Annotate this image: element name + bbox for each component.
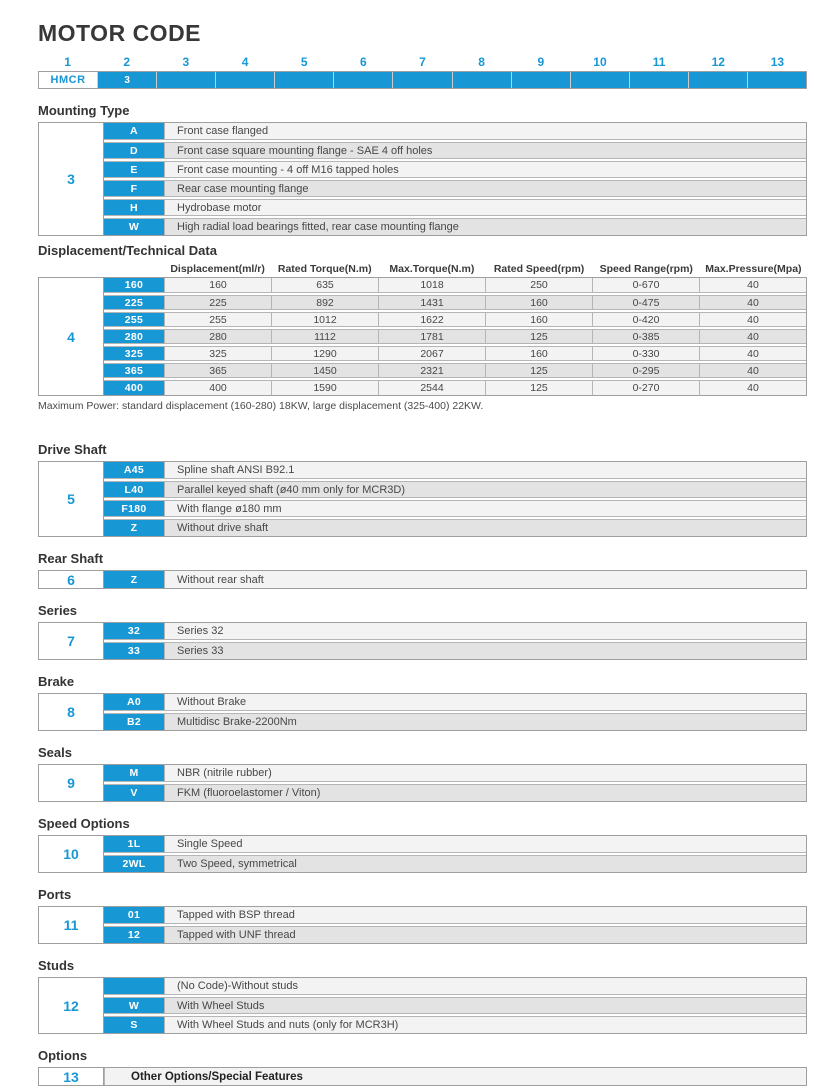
description-cell: High radial load bearings fitted, rear case mounting flange <box>164 219 806 235</box>
value-cell: 365 <box>164 364 271 377</box>
code-cell: 225 <box>104 296 164 309</box>
code-cell: D <box>104 143 164 158</box>
table-row <box>104 713 806 730</box>
table-seals <box>38 764 807 802</box>
value-cell: 0-330 <box>592 347 699 360</box>
code-cell: F180 <box>104 501 164 516</box>
table-rows <box>104 978 806 1033</box>
value-cell: 125 <box>485 364 592 377</box>
section-number: 8 <box>39 694 104 730</box>
column-header: Max.Torque(N.m) <box>389 263 475 275</box>
description-cell: Tapped with BSP thread <box>164 907 806 923</box>
code-cell: 01 <box>104 907 164 923</box>
section-ports <box>38 888 807 944</box>
code-cell: W <box>104 998 164 1013</box>
data-table-header-row <box>164 262 807 276</box>
table-row <box>104 500 806 517</box>
code-cell-9 <box>511 72 570 88</box>
table-series <box>38 622 807 660</box>
value-cell: 2067 <box>378 347 485 360</box>
value-cell: 400 <box>164 381 271 395</box>
motor-code-bar <box>38 71 807 89</box>
table-rows <box>104 836 806 872</box>
value-cell: 892 <box>271 296 378 309</box>
table-row <box>104 218 806 235</box>
description-cell: Without Brake <box>164 694 806 710</box>
table-row <box>104 907 806 924</box>
table-rows <box>104 571 806 588</box>
table-row <box>104 765 806 782</box>
table-row <box>104 312 806 327</box>
description-cell: Spline shaft ANSI B92.1 <box>164 462 806 478</box>
section-title-series: Series <box>38 603 78 618</box>
value-cell: 1012 <box>271 313 378 326</box>
table-row <box>104 694 806 711</box>
table-row <box>104 997 806 1014</box>
value-cell: 0-475 <box>592 296 699 309</box>
code-cell-11 <box>629 72 688 88</box>
code-position-label: 1 <box>64 55 71 69</box>
table-displacement <box>38 277 807 396</box>
table-ports <box>38 906 807 944</box>
value-cell: 0-385 <box>592 330 699 343</box>
section-number: 4 <box>39 278 104 395</box>
section-studs <box>38 959 807 1034</box>
section-title-ports: Ports <box>38 887 72 902</box>
table-rear-shaft <box>38 570 807 589</box>
code-cell: 33 <box>104 643 164 659</box>
description-cell: Front case flanged <box>164 123 806 139</box>
value-cell: 160 <box>164 278 271 292</box>
column-header: Speed Range(rpm) <box>599 263 693 275</box>
code-position-label: 11 <box>652 55 666 69</box>
value-cell: 125 <box>485 381 592 395</box>
table-rows <box>104 907 806 943</box>
section-series <box>38 604 807 660</box>
description-cell: With Wheel Studs and nuts (only for MCR3H) <box>164 1017 806 1033</box>
description-cell: With flange ø180 mm <box>164 501 806 516</box>
table-rows <box>104 278 806 395</box>
table-row <box>104 784 806 801</box>
code-cell <box>104 978 164 994</box>
table-row <box>104 855 806 872</box>
code-cell: 325 <box>104 347 164 360</box>
section-displacement <box>38 244 807 412</box>
code-cell: A <box>104 123 164 139</box>
code-position-label: 2 <box>123 55 131 69</box>
section-title-speed-options: Speed Options <box>38 816 130 831</box>
value-cell: 1431 <box>378 296 485 309</box>
page-title: MOTOR CODE <box>38 20 202 46</box>
section-options <box>38 1049 807 1086</box>
value-cell: 1112 <box>271 330 378 343</box>
code-cell-10 <box>570 72 629 88</box>
code-cell: L40 <box>104 482 164 497</box>
code-cell: 255 <box>104 313 164 326</box>
max-power-note: Maximum Power: standard displacement (160-280) 18KW, large displacement (325-400) 22KW. <box>38 400 484 412</box>
table-row <box>104 278 806 293</box>
code-cell: H <box>104 200 164 215</box>
value-cell: 0-295 <box>592 364 699 377</box>
section-number: 12 <box>39 978 104 1033</box>
table-drive-shaft <box>38 461 807 537</box>
section-title-options: Options <box>38 1048 88 1063</box>
column-header: Max.Pressure(Mpa) <box>705 263 802 275</box>
section-number: 11 <box>39 907 104 943</box>
section-brake <box>38 675 807 731</box>
description-cell: FKM (fluoroelastomer / Viton) <box>164 785 806 801</box>
code-cell-4 <box>215 72 274 88</box>
table-rows <box>104 462 806 536</box>
description-cell: Without rear shaft <box>164 571 806 588</box>
table-row <box>104 180 806 197</box>
value-cell: 40 <box>699 278 806 292</box>
code-position-label: 7 <box>419 55 426 69</box>
value-cell: 40 <box>699 347 806 360</box>
section-number: 5 <box>39 462 104 536</box>
value-cell: 250 <box>485 278 592 292</box>
code-position-label: 3 <box>182 55 190 69</box>
table-row <box>104 1068 806 1085</box>
value-cell: 225 <box>164 296 271 309</box>
code-cell-13 <box>747 72 806 88</box>
table-rows <box>104 694 806 730</box>
code-cell: A45 <box>104 462 164 478</box>
description-cell: Rear case mounting flange <box>164 181 806 196</box>
value-cell: 40 <box>699 296 806 309</box>
table-speed-options <box>38 835 807 873</box>
description-cell: Multidisc Brake-2200Nm <box>164 714 806 730</box>
value-cell: 160 <box>485 313 592 326</box>
section-title-mounting-type: Mounting Type <box>38 103 130 118</box>
code-cell: A0 <box>104 694 164 710</box>
page <box>38 0 807 1086</box>
code-position-row <box>38 55 807 70</box>
code-cell: 365 <box>104 364 164 377</box>
code-cell-3 <box>156 72 215 88</box>
section-speed-options <box>38 817 807 873</box>
code-position-label: 8 <box>478 55 485 69</box>
table-row <box>104 329 806 344</box>
table-row <box>104 481 806 498</box>
code-cell: 2WL <box>104 856 164 872</box>
value-cell: 635 <box>271 278 378 292</box>
table-row <box>104 295 806 310</box>
table-row <box>104 123 806 140</box>
description-cell: Hydrobase motor <box>164 200 806 215</box>
section-number: 6 <box>39 571 104 588</box>
value-cell: 40 <box>699 330 806 343</box>
table-rows <box>104 123 806 235</box>
table-mounting-type <box>38 122 807 236</box>
section-number: 7 <box>39 623 104 659</box>
code-cell-12 <box>688 72 747 88</box>
code-cell: S <box>104 1017 164 1033</box>
table-rows <box>104 1068 806 1085</box>
value-cell: 160 <box>485 347 592 360</box>
value-cell: 40 <box>699 381 806 395</box>
value-cell: 325 <box>164 347 271 360</box>
section-title-studs: Studs <box>38 958 75 973</box>
code-position-label: 4 <box>241 55 249 69</box>
description-cell: Two Speed, symmetrical <box>164 856 806 872</box>
table-rows <box>104 623 806 659</box>
code-position-label: 13 <box>770 55 785 69</box>
code-cell: W <box>104 219 164 235</box>
table-row <box>104 161 806 178</box>
description-cell: Without drive shaft <box>164 520 806 536</box>
description-cell: Series 33 <box>164 643 806 659</box>
code-cell: Z <box>104 571 164 588</box>
value-cell: 1781 <box>378 330 485 343</box>
section-title-seals: Seals <box>38 745 72 760</box>
table-row <box>104 978 806 995</box>
code-cell-6 <box>333 72 392 88</box>
code-cell: Z <box>104 520 164 536</box>
code-cell: V <box>104 785 164 801</box>
code-cell: 1L <box>104 836 164 852</box>
code-position-label: 12 <box>711 55 725 69</box>
description-cell: Front case mounting - 4 off M16 tapped holes <box>164 162 806 177</box>
description-cell: (No Code)-Without studs <box>164 978 806 994</box>
section-number: 10 <box>39 836 104 872</box>
code-position-label: 6 <box>360 55 367 69</box>
section-number: 13 <box>39 1068 104 1085</box>
code-cell: 400 <box>104 381 164 395</box>
section-rear-shaft <box>38 552 807 589</box>
section-number: 3 <box>39 123 104 235</box>
code-cell-7 <box>392 72 451 88</box>
code-position-label: 10 <box>593 55 607 69</box>
value-cell: 0-670 <box>592 278 699 292</box>
table-options <box>38 1067 807 1086</box>
table-row <box>104 571 806 588</box>
table-rows <box>104 765 806 801</box>
description-cell: Series 32 <box>164 623 806 639</box>
table-studs <box>38 977 807 1034</box>
code-cell: 160 <box>104 278 164 292</box>
value-cell: 2544 <box>378 381 485 395</box>
value-cell: 1450 <box>271 364 378 377</box>
code-position-label: 5 <box>300 55 308 69</box>
value-cell: 1290 <box>271 347 378 360</box>
description-cell: Single Speed <box>164 836 806 852</box>
table-row <box>104 142 806 159</box>
value-cell: 1590 <box>271 381 378 395</box>
section-title-displacement: Displacement/Technical Data <box>38 243 217 258</box>
value-cell: 160 <box>485 296 592 309</box>
value-cell: 2321 <box>378 364 485 377</box>
section-title-rear-shaft: Rear Shaft <box>38 551 104 566</box>
table-row <box>104 1016 806 1033</box>
code-cell: F <box>104 181 164 196</box>
table-row <box>104 836 806 853</box>
value-cell: 125 <box>485 330 592 343</box>
section-title-drive-shaft: Drive Shaft <box>38 442 107 457</box>
table-row <box>104 199 806 216</box>
table-row <box>104 363 806 378</box>
table-row <box>104 926 806 943</box>
description-cell: With Wheel Studs <box>164 998 806 1013</box>
description-cell: Other Options/Special Features <box>104 1068 806 1085</box>
section-seals <box>38 746 807 802</box>
table-row <box>104 519 806 536</box>
code-cell: E <box>104 162 164 177</box>
table-row <box>104 623 806 640</box>
table-row <box>104 642 806 659</box>
section-mounting-type <box>38 104 807 236</box>
code-cell-2: 3 <box>97 72 156 88</box>
code-position-label: 9 <box>537 55 545 69</box>
value-cell: 1018 <box>378 278 485 292</box>
code-cell-1: HMCR <box>39 72 97 88</box>
column-header: Rated Torque(N.m) <box>277 263 372 275</box>
section-title-brake: Brake <box>38 674 75 689</box>
code-cell: 32 <box>104 623 164 639</box>
value-cell: 0-270 <box>592 381 699 395</box>
code-cell-8 <box>452 72 511 88</box>
table-row <box>104 346 806 361</box>
value-cell: 255 <box>164 313 271 326</box>
value-cell: 40 <box>699 364 806 377</box>
code-cell: M <box>104 765 164 781</box>
value-cell: 40 <box>699 313 806 326</box>
section-number: 9 <box>39 765 104 801</box>
value-cell: 0-420 <box>592 313 699 326</box>
code-cell: 12 <box>104 927 164 943</box>
column-header: Displacement(ml/r) <box>170 263 265 275</box>
value-cell: 1622 <box>378 313 485 326</box>
column-header: Rated Speed(rpm) <box>493 263 585 275</box>
description-cell: Front case square mounting flange - SAE 4 off holes <box>164 143 806 158</box>
description-cell: Tapped with UNF thread <box>164 927 806 943</box>
code-cell: 280 <box>104 330 164 343</box>
table-row <box>104 462 806 479</box>
table-brake <box>38 693 807 731</box>
code-cell: B2 <box>104 714 164 730</box>
table-row <box>104 380 806 395</box>
value-cell: 280 <box>164 330 271 343</box>
section-drive-shaft <box>38 443 807 537</box>
code-cell-5 <box>274 72 333 88</box>
sections-container <box>38 104 807 1086</box>
description-cell: NBR (nitrile rubber) <box>164 765 806 781</box>
description-cell: Parallel keyed shaft (ø40 mm only for MCR3D) <box>164 482 806 497</box>
